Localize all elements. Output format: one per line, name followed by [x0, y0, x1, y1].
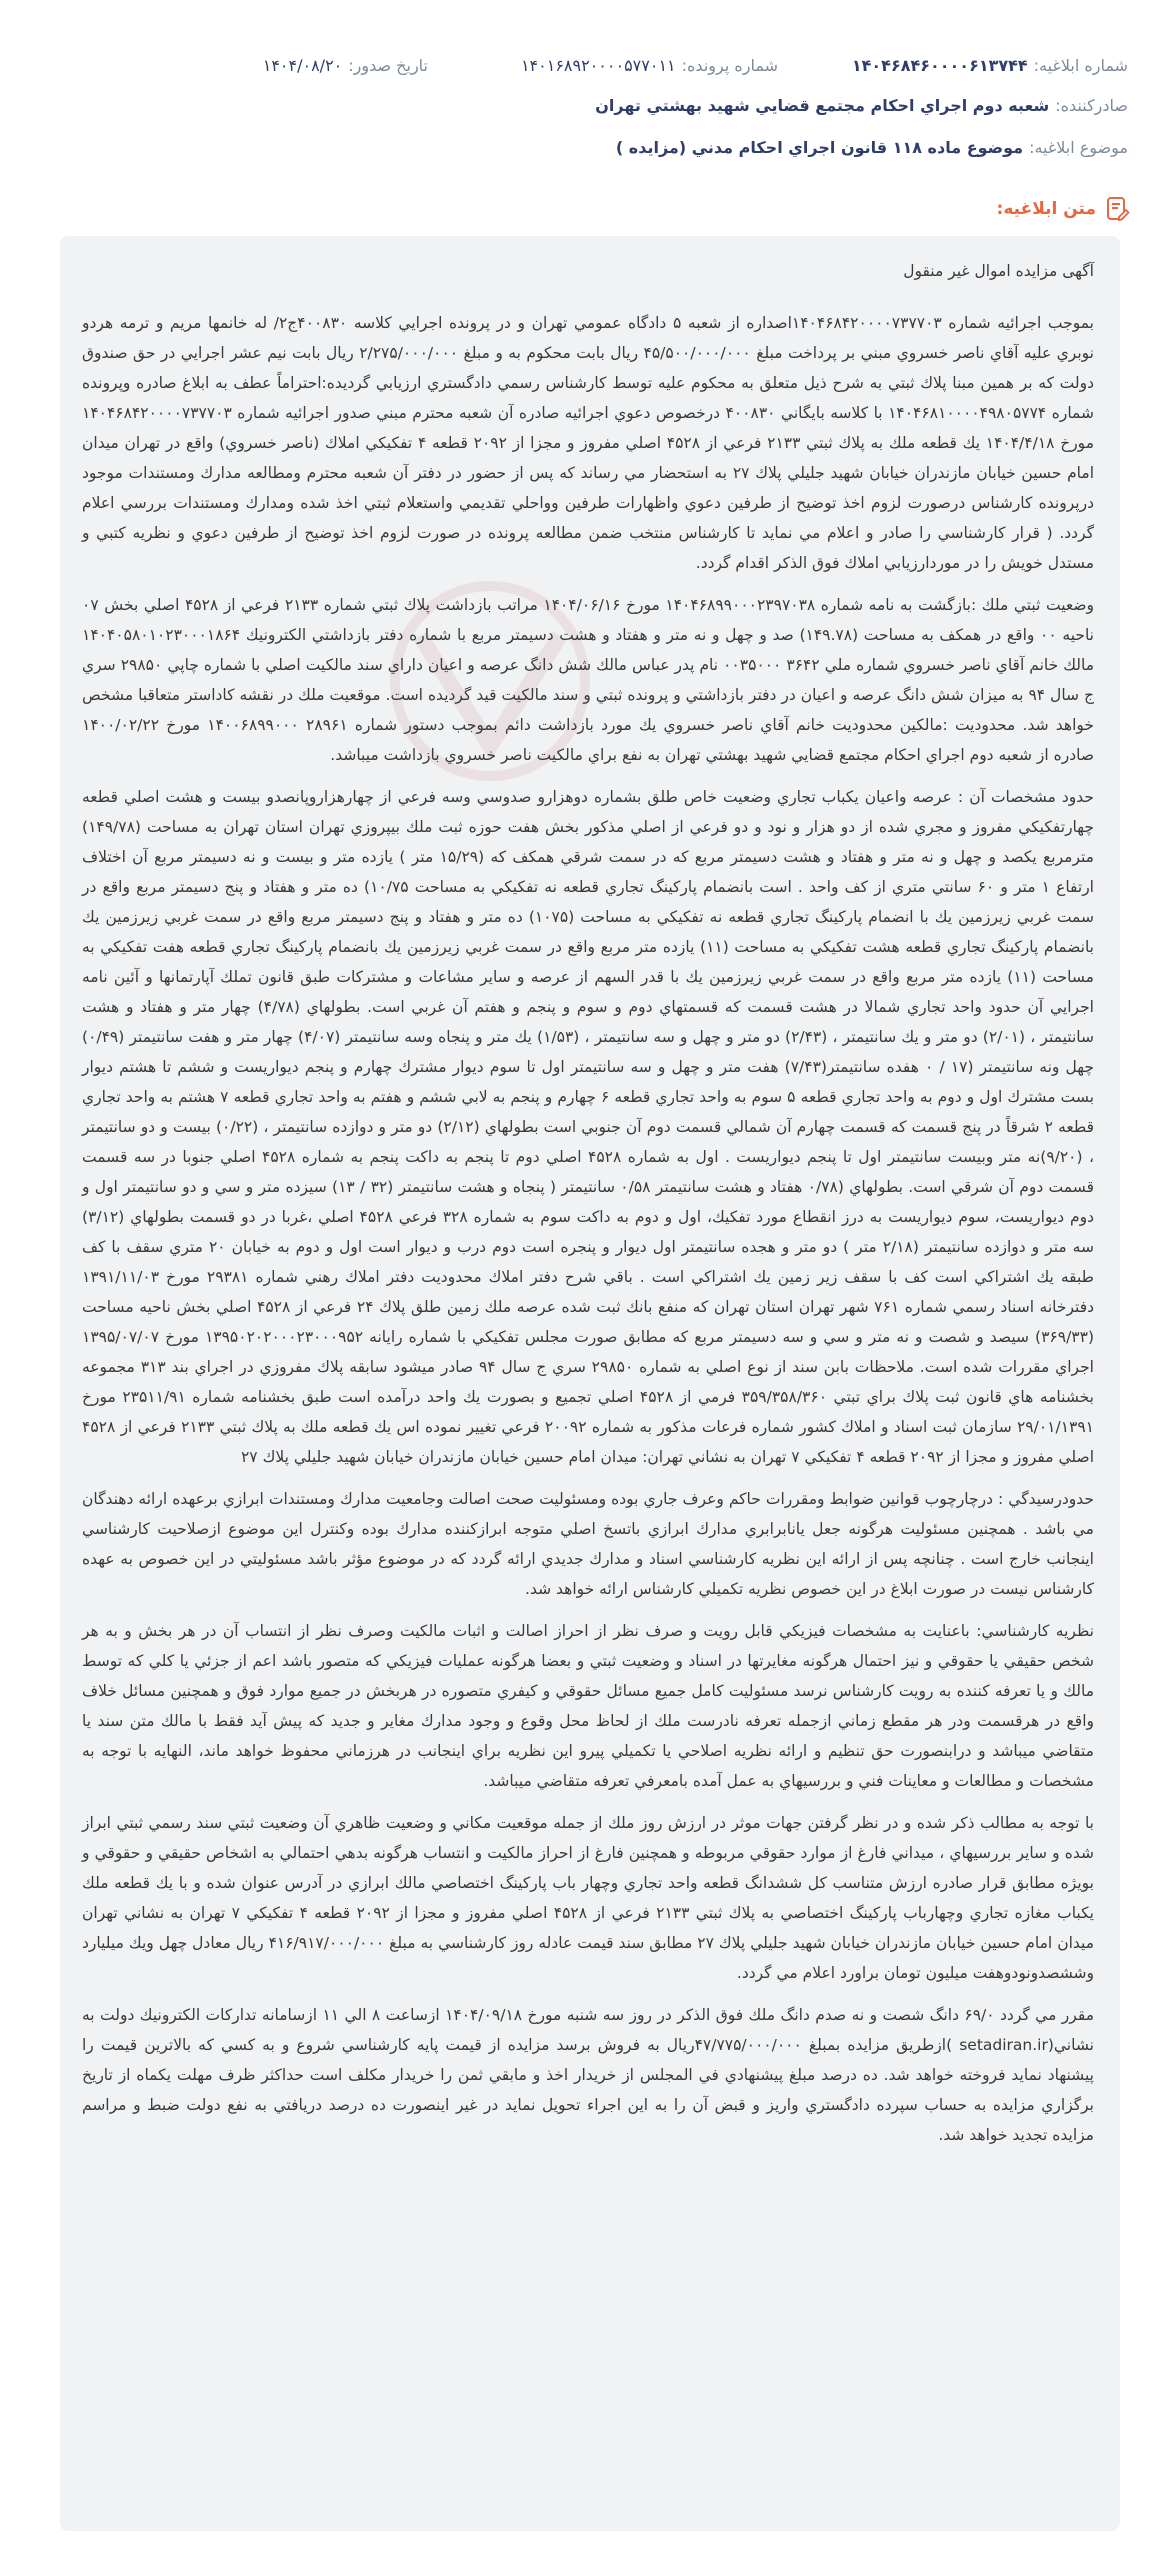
notice-title: آگهی مزایده اموال غیر منقول [903, 262, 1094, 280]
case-number-value: ۱۴۰۱۶۸۹۲۰۰۰۰۵۷۷۰۱۱ [520, 56, 676, 75]
issuer-row [595, 96, 1128, 115]
case-number [521, 56, 778, 75]
notice-number-label: شماره ابلاغیه: [1033, 56, 1128, 75]
notice-number-value: ۱۴۰۴۶۸۴۶۰۰۰۰۶۱۳۷۴۴ [851, 56, 1028, 75]
subject-value: موضوع ماده ۱۱۸ قانون اجراي احكام مدني (مزايده ) [615, 138, 1024, 157]
paragraph-boundaries: حدود مشخصات آن : عرصه واعيان يكباب تجاري وضعيت خاص طلق بشماره دوهزارو صدوسي وسه فرعي از چهارهزاروپانصدو بيست و هشت اصلي قطعه چهارتفكيكي مفروز و مجري شده از دو هزار و نود و دو فرعي از اصلي مذكور بخش هفت حوزه ثبت ملك بيپروزي تهران استان تهران به مساحت (۱۴۹/۷۸) مترمربع يكصد و چهل و نه متر و هفتاد و هشت دسيمتر مربع كه در سمت شرقي همكف كه (۱۵/۲۹ متر ) يازده متر و بيست و نه دسيمتر مربع آن اختلاف ارتفاع ۱ متر و ۶۰ سانتي متري از كف واحد . است بانضمام پاركينگ تجاري قطعه نه تفكيكي به مساحت ۱۰/۷۵) ده متر و هفتاد و پنج دسيمتر مربع واقع در سمت غربي زيرزمين يك با انضمام پاركينگ تجاري قطعه نه تفكيكي به مساحت (۱۰۷۵) ده متر و هفتاد و پنج دسيمتر مربع واقع در سمت غربي زيرزمين يك بانضمام پاركينگ تجاري قطعه هشت تفكيكي به مساحت (۱۱) يازده متر مربع واقع در سمت غربي زيرزمين يك بانضمام پاركينگ تجاري قطعه هفت تفكيكي به مساحت (۱۱) يازده متر مربع واقع در سمت غربي زيرزمين يك با قدر السهم از عرصه و ساير مشاعات و مشتركات طبق قانون تملك آپارتمانها و آئين نامه اجرايي آن حدود واحد تجاري شمالا در هشت قسمت كه قسمتهاي دوم و سوم و پنجم و هفتم آن غربي است. بطولهاي (۴/۷۸) چهار متر و هفتاد و هشت سانتيمتر ، (۲/۰۱) دو متر و يك سانتيمتر ، (۲/۴۳) دو متر و چهل و سه سانتيمتر ، (۱/۵۳) يك متر و پنجاه وسه سانتيمتر (۴/۰۷) چهار متر و هفت سانتيمتر (۰/۴۹) چهل ونه سانتيمتر (۱۷ / ۰ هفده سانتيمتر(۷/۴۳) هفت متر و چهل و سه سانتيمتر اول تا سوم ديوار مشترك چهارم و پنجم ديواريست و ششم تا هشتم ديوار بست مشترك اول و دوم به واحد تجاري قطعه ۵ سوم به واحد تجاري قطعه ۶ چهارم و پنجم به لابي ششم و هفتم به واحد تجاري قطعه ۷ هشتم به واحد تجاري قطعه ۲ شرقاً در پنج قسمت كه قسمت چهارم آن شمالي قسمت دوم آن جنوبي است بطولهاي (۲/۱۲) دو متر و دوازده سانتيمتر ، (۰/۲۲) بيست و دو سانتيمتر ، (۹/۲۰)نه متر وبيست سانتيمتر اول تا پنجم ديواريست . اول به شماره ۴۵۲۸ اصلي دوم تا پنجم به داكت پنجم به شماره ۴۵۲۸ اصلي جنوبا در سه قسمت قسمت دوم آن شرقي است. بطولهاي (۰/۷۸ هفتاد و هشت سانتيمتر ۰/۵۸ سانتيمتر ( پنجاه و هشت سانتيمتر (۳۲ / ۱۳) سيزده متر و سي و دو سانتيمتر اول و دوم ديواريست، سوم ديواريست به درز انقطاع مورد تفكيك، اول و دوم به داكت سوم به شماره ۳۲۸ فرعي ۴۵۲۸ اصلي ،غربا در دو قسمت بطولهاي (۳/۱۲) سه متر و دوازده سانتيمتر (۲/۱۸ متر ) دو متر و هجده سانتيمتر اول ديوار و پنجره است دوم درب و ديوار است اول و دوم به خيابان ۲۰ متري سقف با كف طبقه يك اشتراكي است كف با سقف زير زمين يك اشتراكي است . باقي شرح دفتر املاك محدوديت دفتر املاك رهني شماره ۲۹۳۸۱ مورخ ۱۳۹۱/۱۱/۰۳ دفترخانه اسناد رسمي شماره ۷۶۱ شهر تهران استان تهران كه منفع بانك ثبت شده عرصه ملك زمين طلق پلاك ۲۴ فرعي از ۴۵۲۸ اصلي بخش ناحيه مساحت (۳۶۹/۳۳) سيصد و شصت و نه متر و سي و سه دسيمتر مربع كه مطابق صورت مجلس تفكيكي با شماره رايانه ۱۳۹۵۰۲۰۲۰۰۰۲۳۰۰۰۹۵۲ مورخ ۱۳۹۵/۰۷/۰۷ اجراي مقررات شده است. ملاحظات بابن سند از نوع اصلي به شماره ۲۹۸۵۰ سري ج سال ۹۴ صادر ميشود سابقه پلاك مفروزي در اجراي بند ۳۱۳ مجموعه بخشنامه هاي قانون ثبت پلاك براي تبتي ۳۵۹/۳۵۸/۳۶۰ فرمي از ۴۵۲۸ اصلي تجميع و بصورت يك واحد درآمده است طبق بخشنامه شماره ۲۳۵۱۱/۹۱ مورخ ۲۹/۰۱/۱۳۹۱ سازمان ثبت اسناد و املاك كشور شماره فرعات مذكور به شماره ۲۰۰۹۲ فرعي تغيير نموده اس يك قطعه ملك به پلاك ثبتي ۲۱۳۳ فرعي از ۴۵۲۸ اصلي مفروز و مجزا از ۲۰۹۲ قطعه ۴ تفكيكي ۷ تهران به نشاني تهران: ميدان امام حسين خيابان مازندران خيابان شهيد جليلي پلاك ۲۷ [82, 788, 1095, 1466]
paragraph-expert-opinion: نظريه كارشناسي: باعنايت به مشخصات فيزيكي قابل رويت و صرف نظر از احراز اصالت و اثبات مالكيت وصرف نظر از انتساب آن در هر بخش و به هر شخص حقيقي يا حقوقي و نيز احتمال هرگونه مغايرتها در اسناد و وضعيت ثبتي و بعضا هرگونه عمليات فيزيكي كه متصور باشد اعم از جزئي يا كلي كه توسط مالك و يا تعرفه كننده به رويت كارشناس نرسد مسئوليت كامل جميع مسائل حقوقي و كيفري متصوره در هربخش در جميع موارد فوق و همچنين مسائل خلاف واقع در هرقسمت ودر هر مقطع زماني ازجمله تعرفه نادرست ملك از لحاظ محل وقوع و وجود مدارك مغاير و جديد كه پيش آيد فقط با مالك متن سند يا متقاضي ميباشد و درابنصورت حق تنظيم و ارائه نظريه اصلاحي يا تكميلي پيرو اين نظريه براي اينجانب در هرزماني محفوظ خواهد ماند، النهايه با توجه به مشخصات و مطالعات و معاينات فني و بررسيهاي به عمل آمده بامعرفي تعرفه متقاضي ميباشد. [82, 1622, 1094, 1790]
paragraph-auction-terms: مقرر مي گردد ۶۹/۰ دانگ شصت و نه صدم دانگ ملك فوق الذكر در روز سه شنبه مورخ ۱۴۰۴/۰۹/۱۸ ازساعت ۸ الي ۱۱ ازسامانه تداركات الكترونيك دولت به نشاني(setadiran.ir )ازطريق مزايده بمبلغ ۴۷/۷۷۵/۰۰۰/۰۰۰ريال به فروش برسد مزايده از قيمت پايه كارشناسي شروع و به كسي كه بالاترين قيمت را پيشنهاد نمايد فروخته خواهد شد. ده درصد مبلغ پيشنهادي في المجلس از خريدار اخذ و مابقي ثمن را خريدار مكلف است حداكثر ظرف مهلت يكماه از تاريخ برگزاري مزايده به حساب سپرده دادگستري واريز و قبض آن را به اين اجراء تحويل نمايد در غير اينصورت ده درصد دريافتي به نفع دولت ضبط و مراسم مزايده تجديد خواهد شد. [82, 2006, 1094, 2144]
paragraph-scope: حدودرسيدگي : درچارچوب قوانين ضوابط ومقررات حاكم وعرف جاري بوده ومسئوليت صحت اصالت وجامعيت مدارك ومستندات ابرازي برعهده ارائه دهندگان مي باشد . همچنين مسئوليت هرگونه جعل يانابرابري مدارك ابرازي باتسخ اصلي متوجه ابرازكننده مدارك بوده وكنترل اين موضوع ازصلاحيت كارشناسي اينجانب خارج است . چنانچه پس از ارائه اين نظريه كارشناسي اسناد و مدارك جديدي ارائه گردد كه در موضوع مؤثر باشد مسئوليتي در اين خصوص به عهده كارشناس نيست در صورت ابلاغ در اين خصوص نظريه تكميلي كارشناس ارائه خواهد شد. [82, 1490, 1094, 1598]
document-edit-icon [1104, 196, 1130, 222]
paragraph-execution: بموجب اجرائيه شماره ۱۴۰۴۶۸۴۲۰۰۰۰۷۳۷۷۰۳اصداره از شعبه ۵ دادگاه عمومي تهران و در پرونده اجرايي كلاسه ۴۰۰۸۳۰ج۲/ له خانمها مريم و ترمه هردو نوبري عليه آقاي ناصر خسروي مبني بر پرداخت مبلغ ۴۵/۵۰۰/۰۰۰/۰۰۰ ريال بابت محكوم به و مبلغ ۲/۲۷۵/۰۰۰/۰۰۰ ريال بابت نيم عشر اجرايي در حق صندوق دولت كه بر همين مبنا پلاك ثبتي به شرح ذيل متعلق به محكوم عليه توسط كارشناس رسمي دادگستري ارزيابي گرديده:احتراماً عطف به ابلاغ صادره وپرونده شماره ۱۴۰۴۶۸۱۰۰۰۰۴۹۸۰۵۷۷۴ با كلاسه بايگاني ۴۰۰۸۳۰ درخصوص دعوي اجرائيه صادره آن شعبه محترم مبني صدور اجرائيه شماره ۱۴۰۴۶۸۴۲۰۰۰۰۷۳۷۷۰۳ مورخ ۱۴۰۴/۴/۱۸ يك قطعه ملك به پلاك ثبتي ۲۱۳۳ فرعي از ۴۵۲۸ اصلي مفروز و مجزا از ۲۰۹۲ قطعه ۴ تفكيكي املاك (ناصر خسروي) واقع در تهران ميدان امام حسين خيابان مازندران خيابان شهيد جليلي پلاك ۲۷ به استحضار مي رساند كه پس از حضور در دفتر آن شعبه محترم ومطالعه مدارك ومستندات موجود درپرونده كارشناس درصورت لزوم اخذ توضيح از طرفين دعوي واظهارات طرفين وواحلي تقديمي واستعلام ثبتي اخذ شده ومدارك ومستندات بررسي اعلام گردد. ( قرار كارشناسي را صادر و اعلام مي نمايد تا كارشناس منتخب ضمن مطالعه پرونده در صورت لزوم اخذ توضيح از طرفين دعوي و نظريه كتبي و مستدل خويش را در موردارزيابي املاك فوق الذكر اقدام گردد. [82, 314, 1094, 572]
notice-number [852, 56, 1128, 75]
header-row-numbers [128, 56, 1128, 82]
paragraph-registry-status: وضعيت ثبتي ملك :بازگشت به نامه شماره ۱۴۰۴۶۸۹۹۰۰۰۲۳۹۷۰۳۸ مورخ ۱۴۰۴/۰۶/۱۶ مراتب بازداشت پلاك ثبتي شماره ۲۱۳۳ فرعي از ۴۵۲۸ اصلي بخش ۰۷ ناحيه ۰۰ واقع در همكف به مساحت (۱۴۹.۷۸) صد و چهل و نه متر و هفتاد و هشت دسيمتر مربع با شماره دفتر بازداشتي الكترونيك ۱۴۰۴۰۵۸۰۱۰۲۳۰۰۰۱۸۶۴ مالك خانم آقاي ناصر خسروي شماره ملي ۳۶۴۲ ۰۰۳۵۰۰۰ نام پدر عباس مالك شش دانگ عرصه و اعيان داراي سند مالكيت اصلي با شماره چاپي ۲۹۸۵۰ سري ج سال ۹۴ به ميزان شش دانگ عرصه و اعيان در دفتر بازداشتي و پرونده ثبتي و سند مالكيت قيد گرديده است. موقعيت ملك در نقشه كاداستر متعاقبا مشخص خواهد شد. محدوديت :مالكين محدوديت خانم آقاي ناصر خسروي يك مورد بازداشت دائم بموجب دستور شماره ۲۸۹۶۱ ۱۴۰۰۶۸۹۹۰۰۰ مورخ ۱۴۰۰/۰۲/۲۲ صادره از شعبه دوم اجراي احكام مجتمع قضايي شهيد بهشتي تهران به نفع براي مالكيت ناصر خسروي بازداشت ميباشد. [82, 596, 1095, 764]
notice-label: متن ابلاغیه: [996, 199, 1096, 219]
notice-text [82, 256, 1094, 2162]
issue-date-value: ۱۴۰۴/۰۸/۲۰ [262, 56, 343, 75]
notice-content-box [60, 236, 1120, 2531]
issuer-value: شعبه دوم اجراي احكام مجتمع قضايي شهيد بهشتي تهران [595, 96, 1050, 115]
paragraph-valuation: با توجه به مطالب ذكر شده و در نظر گرفتن جهات موثر در ارزش روز ملك از جمله موقعيت مكاني و وضعيت ظاهري آن وضعيت ثبتي سند رسمي ثبتي ابراز شده و ساير بررسيهاي ، ميداني فارغ از موارد حقوقي مربوطه و همچنين فارغ از احراز مالكيت و انتساب هرگونه بدهي احتمالي به اشخاص حقيقي و حقوقي و بويژه مطابق قرار صادره ارزش متناسب كل ششدانگ قطعه واحد تجاري وچهار باب پاركينگ اختصاصي مالك ابرازي در آدرس عنوان شده و با يك قطعه ملك يكباب مغازه تجاري وچهارباب پاركينگ اختصاصي به پلاك ثبتي ۲۱۳۳ فرعي از ۴۵۲۸ اصلي مفروز و مجزا از ۲۰۹۲ قطعه ۴ تفكيكي ۷ تهران به نشاني تهران ميدان امام حسين خيابان مازندران خيابان شهيد جليلي پلاك ۲۷ مطابق سند قيمت عادله روز كارشناسي به مبلغ ۴۱۶/۹۱۷/۰۰۰/۰۰۰ ريال معادل چهل ويك ميليارد وششصدونودوهفت ميليون تومان براورد اعلام مي گردد. [82, 1814, 1094, 1982]
issuer-label: صادرکننده: [1055, 96, 1128, 115]
subject-row [616, 138, 1128, 157]
subject-label: موضوع ابلاغیه: [1029, 138, 1128, 157]
notice-header [997, 196, 1130, 222]
issue-date-label: تاریخ صدور: [348, 56, 428, 75]
issue-date [263, 56, 428, 75]
case-number-label: شماره پرونده: [681, 56, 778, 75]
